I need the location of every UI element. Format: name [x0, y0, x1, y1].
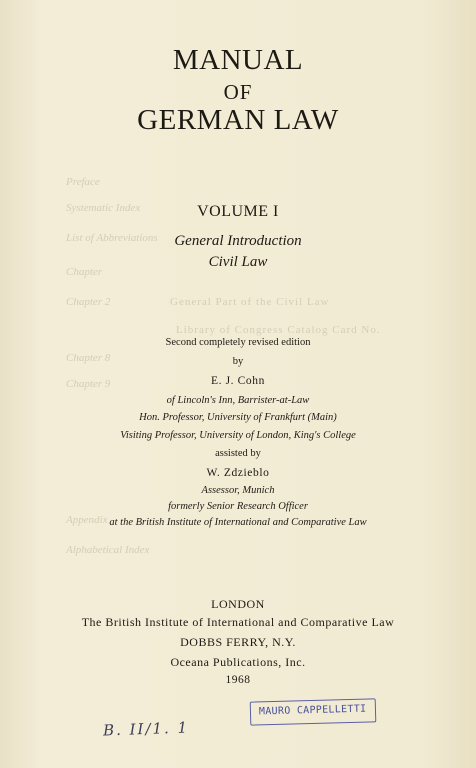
ownership-stamp-text: MAURO CAPPELLETTI: [258, 703, 367, 718]
show-through-chapter9: Chapter 9: [66, 378, 111, 390]
by-label: by: [232, 356, 244, 367]
show-through-index: Systematic Index: [66, 202, 141, 214]
show-through-chapter: Chapter: [66, 266, 103, 278]
book-title-line3: GERMAN LAW: [137, 104, 339, 136]
show-through-appendix: Appendix: [66, 514, 108, 526]
publisher-institute: The British Institute of International and Comparative Law: [81, 615, 395, 629]
show-through-preface: Preface: [66, 176, 100, 188]
volume-subtitle-1: General Introduction: [174, 233, 302, 249]
coauthor-affiliation-3: at the British Institute of International and Comparative Law: [109, 517, 367, 528]
coauthor-name: W. Zdzieblo: [206, 467, 270, 479]
book-title-line2: OF: [223, 80, 253, 104]
publisher-city: LONDON: [211, 597, 265, 611]
handwritten-shelfmark: B. II/1. 1: [102, 718, 190, 740]
show-through-general-part: General Part of the Civil Law: [170, 296, 330, 308]
show-through-chapter2: Chapter 2: [66, 296, 111, 308]
coauthor-affiliation-2: formerly Senior Research Officer: [168, 501, 308, 512]
author-affiliation-1: of Lincoln's Inn, Barrister-at-Law: [166, 395, 310, 406]
show-through-alpha-index: Alphabetical Index: [66, 544, 150, 556]
edition-note: Second completely revised edition: [165, 337, 311, 348]
show-through-chapter8: Chapter 8: [66, 352, 111, 364]
author-affiliation-2: Hon. Professor, University of Frankfurt (Main): [139, 412, 337, 423]
ownership-stamp: [250, 698, 377, 725]
volume-subtitle-2: Civil Law: [208, 254, 268, 270]
show-through-abbrev: List of Abbreviations: [66, 232, 158, 244]
coauthor-affiliation-1: Assessor, Munich: [201, 485, 275, 496]
show-through-loc: Library of Congress Catalog Card No.: [176, 324, 381, 336]
publisher-name-2: Oceana Publications, Inc.: [170, 655, 306, 669]
publication-year: 1968: [225, 674, 251, 686]
author-affiliation-3: Visiting Professor, University of London, King's College: [120, 430, 356, 441]
volume-label: VOLUME I: [197, 203, 279, 220]
assisted-by-label: assisted by: [215, 448, 261, 459]
book-title-line1: MANUAL: [172, 44, 304, 76]
publisher-city-2: DOBBS FERRY, N.Y.: [180, 635, 296, 649]
author-name: E. J. Cohn: [211, 375, 265, 387]
